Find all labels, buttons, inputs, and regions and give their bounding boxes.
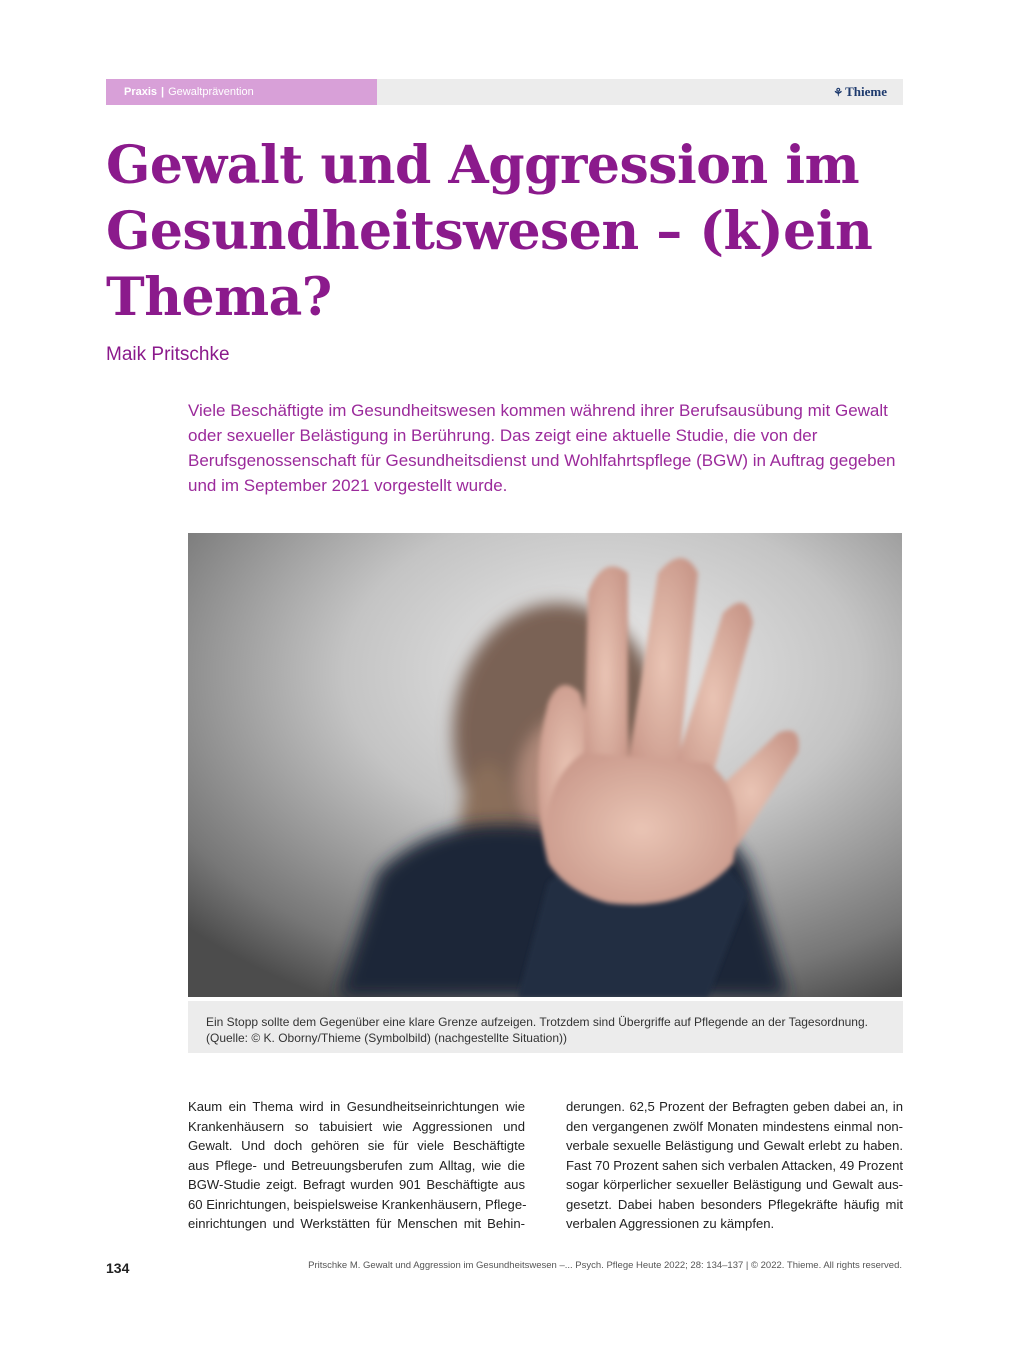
caption-source: (Quelle: © K. Oborny/Thieme (Symbolbild) (nachgestellte Situation))	[206, 1031, 567, 1045]
body-line: verbale sexuelle Belästigung und Gewalt erlebt zu haben.	[566, 1138, 903, 1153]
body-line: BGW-Studie zeigt. Befragt wurden 901 Beschäftigte aus	[188, 1177, 525, 1192]
title-line: Gewalt und Aggression im	[106, 135, 860, 196]
citation-footer: Pritschke M. Gewalt und Aggression im Gesundheitswesen –... Psych. Pflege Heute 2022; 28: 134–137 | © 2022. Thieme. All rights reserved.	[308, 1260, 902, 1271]
section-separator: |	[161, 86, 165, 98]
body-line: einrichtungen und Werkstätten für Menschen mit Behin-	[188, 1216, 525, 1231]
publisher-name: Thieme	[845, 84, 887, 99]
title-line: Gesundheitswesen – (k)ein	[106, 201, 873, 262]
subsection-label: Gewaltprävention	[168, 86, 254, 98]
body-line: 60 Einrichtungen, beispielsweise Krankenhäusern, Pflege-	[188, 1196, 527, 1212]
body-line: verbalen Aggressionen zu kämpfen.	[566, 1216, 775, 1231]
body-column-left	[188, 1097, 525, 1234]
body-column-right	[566, 1097, 903, 1234]
body-line: Kaum ein Thema wird in Gesundheitseinrichtungen wie	[188, 1099, 525, 1114]
article-title	[106, 133, 906, 331]
caption-text: Ein Stopp sollte dem Gegenüber eine klare Grenze aufzeigen. Trotzdem sind Übergriffe auf Pflegende an der Tagesordnung.	[206, 1015, 868, 1029]
article-photo	[188, 533, 902, 997]
section-label: Praxis	[124, 86, 158, 98]
abstract: Viele Beschäftigte im Gesundheitswesen kommen während ihrer Berufsausübung mit Gewalt oder sexueller Belästigung in Berührung. Das zeigt eine aktuelle Studie, die von der Berufsgenossenschaft für Gesundheitsdienst und Wohlfahrtspflege (BGW) in Auftrag gegeben und im September 2021 vorgestellt wurde.	[188, 401, 896, 495]
body-line: Gewalt. Und doch gehören sie für viele Beschäftigte	[188, 1138, 525, 1153]
body-line: derungen. 62,5 Prozent der Befragten geben dabei an, in	[566, 1099, 903, 1114]
stop-hand-photo-illustration	[188, 533, 902, 997]
author-name: Maik Pritschke	[106, 344, 230, 365]
body-line: sogar körperlicher sexueller Belästigung und Gewalt aus-	[566, 1177, 903, 1192]
title-line: Thema?	[106, 267, 332, 328]
thieme-logo-icon: ⚘	[833, 87, 844, 99]
body-line: gesetzt. Dabei haben besonders Pflegekräfte häufig mit	[566, 1196, 903, 1212]
body-line: den vergangenen zwölf Monaten mindestens einmal non-	[566, 1118, 903, 1134]
body-line: aus Pflege- und Betreuungsberufen zum Alltag, wie die	[188, 1157, 525, 1173]
publisher-logo	[833, 79, 887, 105]
body-line: Krankenhäusern so tabuisiert wie Aggressionen und	[188, 1118, 525, 1134]
figure-caption	[188, 1001, 903, 1053]
section-tag	[106, 79, 377, 105]
page-number: 134	[106, 1260, 130, 1276]
running-header	[106, 79, 903, 105]
body-line: Fast 70 Prozent sahen sich verbalen Attacken, 49 Prozent	[566, 1157, 903, 1173]
